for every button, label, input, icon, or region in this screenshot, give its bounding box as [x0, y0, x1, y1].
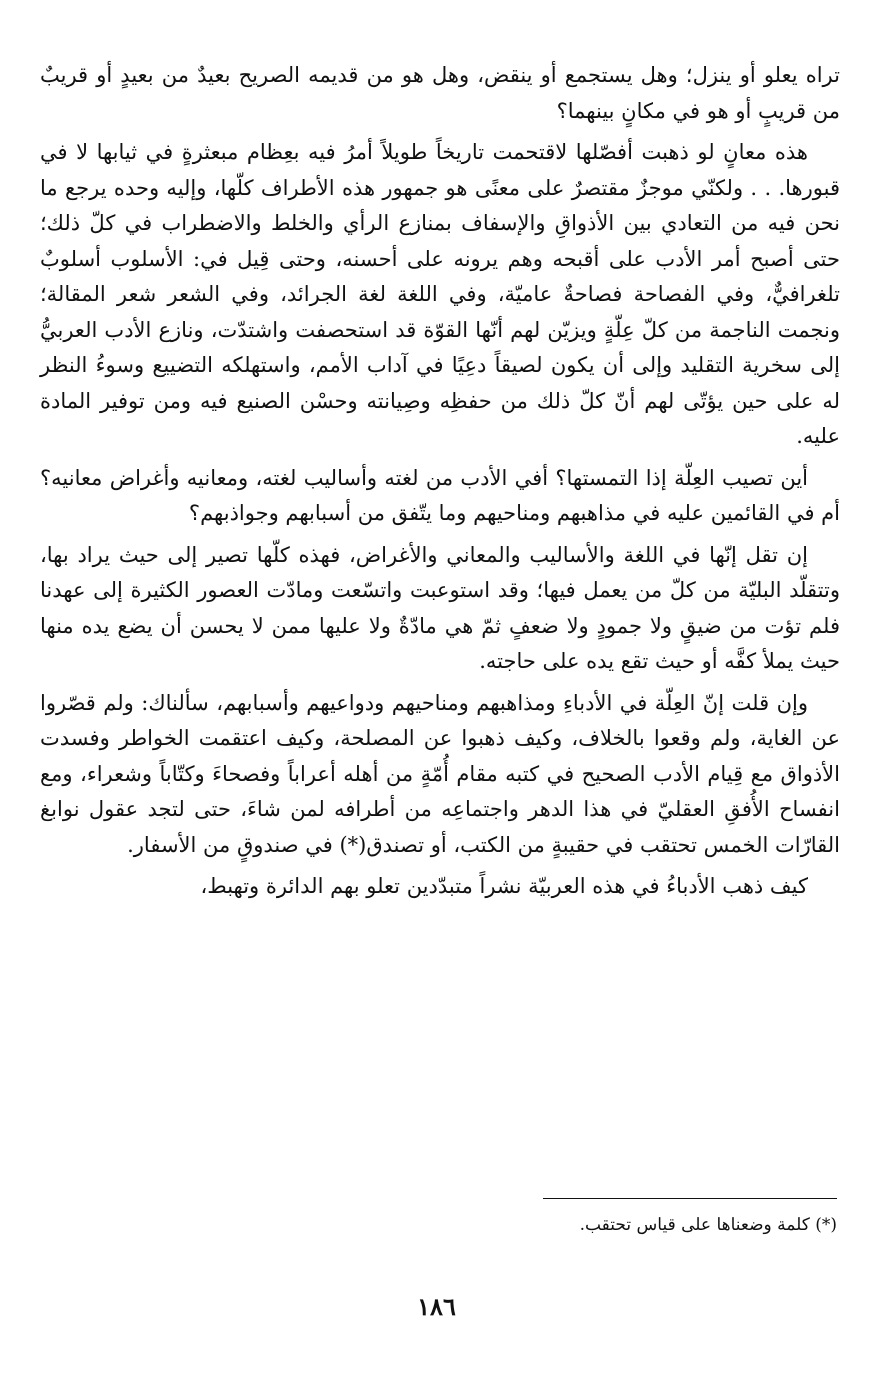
footnote: (*) كلمة وضعناها على قياس تحتقب. — [579, 1215, 837, 1235]
page-number: ١٨٦ — [417, 1292, 456, 1321]
paragraph-where-flaw: أين تصيب العِلّة إذا التمستها؟ أفي الأدب من لغته وأساليب لغته، ومعانيه وأغراض معانيه؟ أم في القائمين عليه في مذاهبهم ومناحيهم وما يتّفق من أسبابهم وجواذبهم؟ — [40, 465, 840, 525]
book-page-body — [40, 58, 840, 911]
paragraph-writers: وإن قلت إنّ العِلّة في الأدباءِ ومذاهبهم ومناحيهم ودواعيهم وأسبابهم، سألناك: ولم قصّروا عن الغاية، ولم وقعوا بالخلاف، وكيف ذهبوا عن المصلحة، وكيف اعتقمت الخواطر وفسدت الأذواق مع قِيام الأدب الصحيح في كتبه مقام أُمّةٍ من أهله أعراباً وفصحاءَ وكتّاباً وشعراء، ومع انفساح الأُفقِ العقليّ في هذا الدهر واجتماعِه من أطرافه لمن شاءَ، حتى لتجد عقول نوابغ القارّات الخمس تحتقب في حقيبةٍ من الكتب، أو تصندق(*) في صندوقٍ من الأسفار. — [40, 690, 840, 857]
paragraph-how-writers: كيف ذهب الأدباءُ في هذه العربيّة نشراً متبدّدين تعلو بهم الدائرة وتهبط، — [200, 874, 808, 898]
paragraph-meanings: هذه معانٍ لو ذهبت أفصّلها لاقتحمت تاريخاً طويلاً أمرُ فيه بعِظام مبعثرةٍ في ثيابها لا في قبورها. . . ولكنّي موجزٌ مقتصرٌ على معنًى هو جمهور هذه الأطراف كلّها، وإليه وحده يرجع ما نحن فيه من التعادي بين الأذواقِ والإسفاف بمنازع الرأي والخلط والاضطراب في كلّ ذلك؛ حتى أصبح أمر الأدب على أقبحه وهم يرونه على أحسنه، وحتى قِيل في: الأسلوب أسلوبٌ تلغرافيٌّ، وفي الفصاحة فصاحةٌ عاميّة، وفي اللغة لغة الجرائد، وفي الشعر شعر المقالة؛ ونجمت الناجمة من كلّ عِلّةٍ ويزيّن لهم أنّها القوّة قد استحصفت واشتدّت، ونازع الأدب العربيُّ إلى سخرية التقليد وإلى أن يكون لصيقاً دعِيًا في آداب الأمم، واستهلكه التضييع وسوءُ النظر له على حين يؤتّى لهم أنّ كلّ ذلك من حفظِه وصِيانته وحسْن الصنيع فيه ومن توفير المادة عليه. — [40, 140, 840, 448]
paragraph-language: إن تقل إنّها في اللغة والأساليب والمعاني والأغراض، فهذه كلّها تصير إلى حيث يراد بها، وتتقلّد البليّة من كلّ من يعمل فيها؛ وقد استوعبت واتسّعت ومادّت العصور الكثيرة إلى عهدنا فلم تؤت من ضيقٍ ولا جمودٍ ولا ضعفٍ ثمّ هي مادّةٌ ولا عليها ممن لا يحسن أن يضع يده منها حيث يملأ كفَّه أو حيث تقع يده على حاجته. — [40, 542, 840, 673]
footnote-divider — [543, 1198, 837, 1199]
paragraph-continuation: تراه يعلو أو ينزل؛ وهل يستجمع أو ينقض، وهل هو من قديمه الصريح بعيدٌ من بعيدٍ أو قريبٌ من قريبٍ أو هو في مكانٍ بينهما؟ — [40, 63, 840, 123]
